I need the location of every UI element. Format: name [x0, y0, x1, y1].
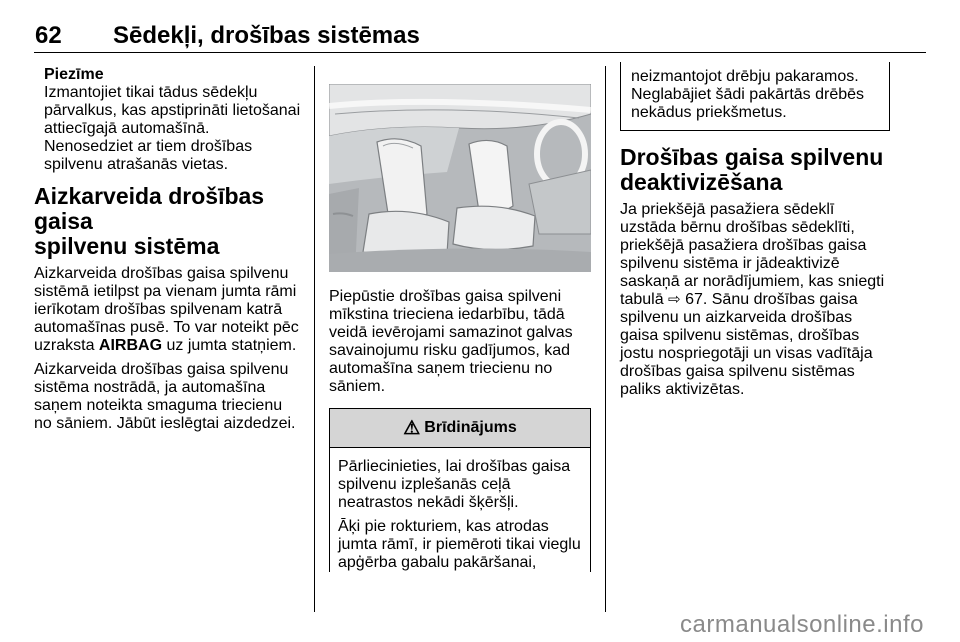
text-line: Aizkarveida drošības gaisa spilvenu — [34, 361, 289, 378]
heading-line: spilvenu sistēma — [34, 233, 220, 259]
text-line: mīkstina trieciena iedarbību, tādā — [329, 306, 565, 323]
text-line: Aizkarveida drošības gaisa spilvenu — [34, 265, 289, 282]
warning-triangle-icon: ⚠ — [403, 417, 421, 439]
heading-line: Aizkarveida drošības gaisa — [34, 183, 265, 234]
text-line: no sāniem. Jābūt ieslēgtai aizdedzei. — [34, 415, 296, 432]
text-line: savainojumu risku gadījumos, kad — [329, 342, 571, 359]
text-line: saņem noteikta smaguma triecienu — [34, 397, 283, 414]
text-line: automašīnas pusē. To var noteikt pēc — [34, 319, 299, 336]
text-line: spilvenu un aizkarveida drošības — [620, 309, 853, 326]
page-number: 62 — [35, 22, 62, 49]
text-line: Ja priekšējā pasažiera sēdeklī — [620, 201, 835, 218]
page-header — [0, 0, 960, 50]
text-line: paliks aktivizētas. — [620, 381, 745, 398]
column-3 — [620, 62, 890, 405]
text-line: sāniem. — [329, 378, 386, 395]
curtain-airbag-illustration — [329, 84, 591, 272]
text-line: neatrastos nekādi šķēršļi. — [338, 494, 519, 511]
column-2 — [329, 62, 591, 578]
note-line: attiecīgajā automašīnā. — [44, 120, 210, 137]
paragraph-1 — [34, 265, 304, 355]
car-interior-icon — [329, 84, 591, 272]
text-line: saskaņā ar norādījumiem, kas sniegti — [620, 273, 885, 290]
text-line: apģērba gabalu pakāršanai, — [338, 554, 537, 571]
note-line: Nenosedziet ar tiem drošības — [44, 138, 253, 155]
text-line: Pārliecinieties, lai drošības gaisa — [338, 458, 571, 475]
text-line: priekšējā pasažiera drošības gaisa — [620, 237, 867, 254]
heading-line: deaktivizēšana — [620, 169, 783, 195]
text-line: jostu nospriegotāji un visas vadītāja — [620, 345, 873, 362]
warning-continuation-box — [620, 62, 890, 131]
text-run: uzraksta — [34, 337, 99, 354]
text-line: Āķi pie rokturiem, kas atrodas — [338, 518, 549, 535]
section-title: Sēdekļi, drošības sistēmas — [113, 22, 420, 49]
note-label: Piezīme — [44, 66, 104, 83]
warning-body — [330, 448, 590, 572]
text-line: drošības gaisa spilvenu sistēmas — [620, 363, 855, 380]
watermark: carmanualsonline.info — [680, 611, 924, 638]
text-line: jumta rāmī, ir piemēroti tikai vieglu — [338, 536, 581, 553]
warning-paragraph-2 — [338, 518, 582, 572]
text-line: sistēma nostrādā, ja automašīna — [34, 379, 266, 396]
text-line: nekādus priekšmetus. — [631, 104, 787, 121]
figure-caption — [329, 288, 591, 396]
heading-line: Drošības gaisa spilvenu — [620, 144, 884, 170]
text-line — [34, 337, 304, 355]
text-line: neizmantojot drēbju pakaramos. — [631, 68, 859, 85]
text-run: tabulā — [620, 291, 669, 308]
text-line: spilvenu sistēma ir jādeaktivizē — [620, 255, 840, 272]
heading-airbag-deactivation — [620, 145, 890, 195]
warning-header — [330, 409, 590, 448]
text-line: gaisa spilvenu sistēmas, drošības — [620, 327, 860, 344]
warning-title: Brīdinājums — [424, 419, 517, 436]
text-line: Piepūstie drošības gaisa spilveni — [329, 288, 562, 305]
warning-paragraph-1 — [338, 458, 582, 512]
text-run: uz jumta statņiem. — [162, 337, 297, 354]
text-line: Neglabājiet šādi pakārtās drēbēs — [631, 86, 865, 103]
text-line: veidā ievērojami samazinot galvas — [329, 324, 573, 341]
text-line — [620, 291, 890, 309]
warning-box — [329, 408, 591, 572]
deactivation-paragraph — [620, 201, 890, 399]
page-reference-arrow-icon[interactable]: ⇨ — [668, 291, 681, 308]
note-line: pārvalkus, kas apstiprināti lietošanai — [44, 102, 301, 119]
text-run: 67. Sānu drošības gaisa — [680, 291, 858, 308]
note-line: spilvenu atrašanās vietas. — [44, 156, 229, 173]
column-divider-left — [314, 66, 315, 612]
text-line: sistēmā ietilpst pa vienam jumta rāmi — [34, 283, 297, 300]
note-line: Izmantojiet tikai tādus sēdekļu — [44, 84, 258, 101]
text-line: spilvenu izplešanās ceļā — [338, 476, 511, 493]
text-line: automašīna saņem triecienu no — [329, 360, 553, 377]
column-divider-right — [605, 66, 606, 612]
text-line: ierīkotam drošības spilvenam katrā — [34, 301, 283, 318]
text-line: uzstāda bērnu drošības sēdeklīti, — [620, 219, 855, 236]
airbag-label: AIRBAG — [98, 337, 163, 354]
header-rule — [34, 52, 926, 53]
column-1 — [34, 62, 304, 439]
paragraph-2 — [34, 361, 304, 433]
note-body — [34, 84, 304, 174]
heading-curtain-airbag — [34, 184, 304, 259]
